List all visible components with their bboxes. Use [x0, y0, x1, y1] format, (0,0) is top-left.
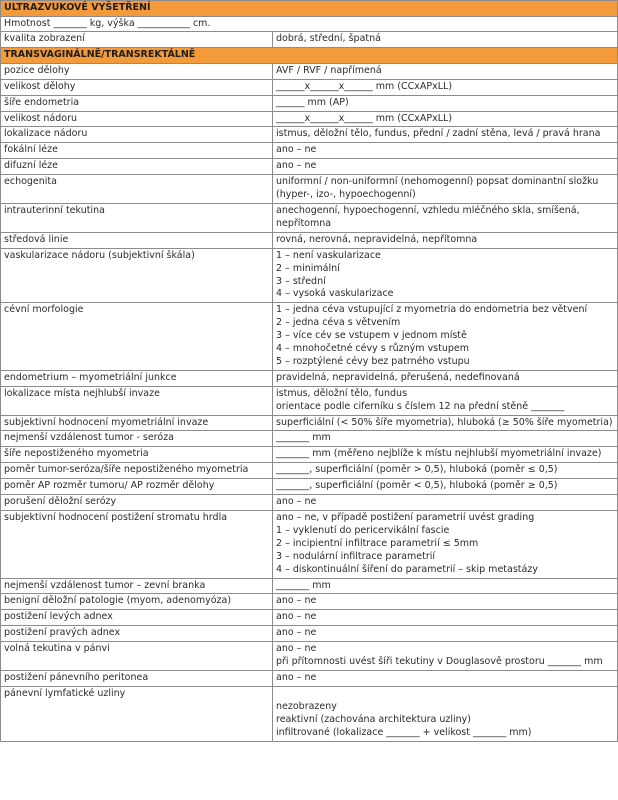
row-label: šíře endometria — [1, 95, 273, 111]
row-value — [273, 511, 618, 579]
row-value — [273, 463, 618, 479]
row-value — [273, 386, 618, 415]
value-line: (hyper-, izo-, hypoechogenní) — [276, 189, 416, 201]
form-row — [1, 203, 618, 232]
value-line: istmus, děložní tělo, fundus — [276, 387, 408, 399]
row-value — [273, 594, 618, 610]
form-row — [1, 642, 618, 671]
row-label: intrauterinní tekutina — [1, 203, 273, 232]
row-label: postižení levých adnex — [1, 610, 273, 626]
row-value — [273, 159, 618, 175]
value-line: ______x______x______ mm (CCxAPxLL) — [276, 112, 453, 124]
value-line: _______ mm — [276, 579, 331, 591]
value-line: ano – ne, v případě postižení parametrií uvést grading — [276, 512, 535, 523]
weight-height-text: Hmotnost _______ kg, výška ___________ cm. — [1, 16, 618, 32]
form-row — [1, 594, 618, 610]
row-label: difuzní léze — [1, 159, 273, 175]
value-line: pravidelná, nepravidelná, přerušená, nedefinovaná — [276, 371, 520, 383]
row-label: pozice dělohy — [1, 63, 273, 79]
value-line: 3 – nodulární infiltrace parametrií — [276, 550, 436, 562]
row-value — [273, 670, 618, 686]
form-row — [1, 95, 618, 111]
value-line: ano – ne — [276, 671, 317, 683]
row-label: postižení pánevního peritonea — [1, 670, 273, 686]
form-row — [1, 610, 618, 626]
row-label: fokální léze — [1, 143, 273, 159]
row-label: vaskularizace nádoru (subjektivní škála) — [1, 248, 273, 303]
row-value — [273, 479, 618, 495]
form-row — [1, 670, 618, 686]
form-row — [1, 447, 618, 463]
form-row — [1, 463, 618, 479]
row-value — [273, 127, 618, 143]
row-value — [273, 63, 618, 79]
value-line: 4 – diskontinuální šíření do parametrií – skip metastázy — [276, 563, 538, 575]
row-label: nejmenší vzdálenost tumor – zevní branka — [1, 578, 273, 594]
row-value — [273, 447, 618, 463]
form-row — [1, 370, 618, 386]
form-row — [1, 127, 618, 143]
row-value — [273, 95, 618, 111]
row-value — [273, 232, 618, 248]
value-line: 2 – minimální — [276, 262, 340, 274]
measurements-row — [1, 16, 618, 32]
value-line: infiltrované (lokalizace _______ + velikost _______ mm) — [276, 726, 532, 738]
row-value — [273, 203, 618, 232]
value-line: uniformní / non-uniformní (nehomogenní) popsat dominantní složku — [276, 176, 599, 188]
row-value — [273, 642, 618, 671]
row-label: volná tekutina v pánvi — [1, 642, 273, 671]
form-row — [1, 626, 618, 642]
form-row — [1, 63, 618, 79]
row-value — [273, 578, 618, 594]
value-line: 2 – incipientní infiltrace parametrií ≤ 5mm — [276, 537, 479, 549]
value-line: ano – ne — [276, 611, 317, 623]
value-line: 2 – jedna céva s větvením — [276, 317, 401, 329]
row-label: subjektivní hodnocení postižení stromatu hrdla — [1, 511, 273, 579]
form-row — [1, 479, 618, 495]
value-line: 3 – více cév se vstupem v jednom místě — [276, 330, 467, 342]
value-line: 1 – jedna céva vstupující z myometria do endometria bez větvení — [276, 304, 588, 316]
value-line: nezobrazeny — [276, 700, 337, 712]
form-row — [1, 143, 618, 159]
value-line: 4 – mnohočetné cévy s různým vstupem — [276, 343, 470, 355]
value-line: _______, superficiální (poměr > 0,5), hluboká (poměr ≤ 0,5) — [276, 464, 558, 476]
value-line: istmus, děložní tělo, fundus, přední / zadní stěna, levá / pravá hrana — [276, 128, 601, 140]
row-label: postižení pravých adnex — [1, 626, 273, 642]
row-value — [273, 79, 618, 95]
value-line: superficiální (< 50% šíře myometria), hluboká (≥ 50% šíře myometria) — [276, 416, 613, 428]
value-line: 1 – vyklenutí do pericervikální fascie — [276, 524, 450, 536]
form-row — [1, 578, 618, 594]
value-line — [276, 688, 614, 701]
row-value — [273, 248, 618, 303]
row-label: poměr tumor-seróza/šíře nepostiženého myometria — [1, 463, 273, 479]
row-label: kvalita zobrazení — [1, 32, 273, 48]
value-line: ano – ne — [276, 643, 317, 655]
row-label: benigní děložní patologie (myom, adenomyóza) — [1, 594, 273, 610]
form-row — [1, 686, 618, 741]
form-row — [1, 159, 618, 175]
row-label: lokalizace nádoru — [1, 127, 273, 143]
row-value — [273, 143, 618, 159]
row-label: poměr AP rozměr tumoru/ AP rozměr dělohy — [1, 479, 273, 495]
row-label: cévní morfologie — [1, 303, 273, 371]
value-line: _______, superficiální (poměr < 0,5), hluboká (poměr ≥ 0,5) — [276, 480, 558, 492]
row-label: velikost dělohy — [1, 79, 273, 95]
value-line: 3 – střední — [276, 275, 326, 287]
row-label: echogenita — [1, 175, 273, 204]
row-label: endometrium – myometriální junkce — [1, 370, 273, 386]
form-row — [1, 79, 618, 95]
section-header-ultrasound — [1, 1, 618, 17]
form-row — [1, 248, 618, 303]
row-label: nejmenší vzdálenost tumor - seróza — [1, 431, 273, 447]
row-label: středová linie — [1, 232, 273, 248]
row-value — [273, 686, 618, 741]
row-label: porušení děložní serózy — [1, 495, 273, 511]
value-line: ______x______x______ mm (CCxAPxLL) — [276, 80, 453, 92]
value-line: ano – ne — [276, 595, 317, 607]
value-line: rovná, nerovná, nepravidelná, nepřítomna — [276, 233, 478, 245]
value-line: ano – ne — [276, 160, 317, 172]
row-value — [273, 431, 618, 447]
value-line: ano – ne — [276, 144, 317, 156]
row-value — [273, 610, 618, 626]
value-line: 1 – není vaskularizace — [276, 249, 381, 261]
section-title: TRANSVAGINÁLNĚ/TRANSREKTÁLNĚ — [1, 48, 618, 64]
row-value — [273, 415, 618, 431]
form-row — [1, 232, 618, 248]
section-title: ULTRAZVUKOVÉ VYŠETŘENÍ — [1, 1, 618, 17]
form-row — [1, 386, 618, 415]
value-line: 4 – vysoká vaskularizace — [276, 288, 394, 300]
form-row — [1, 431, 618, 447]
value-line: _______ mm (měřeno nejblíže k místu nejhlubší myometriální invaze) — [276, 448, 602, 460]
row-label: subjektivní hodnocení myometriální invaze — [1, 415, 273, 431]
form-row — [1, 303, 618, 371]
section-header-transvaginal — [1, 48, 618, 64]
row-value — [273, 626, 618, 642]
value-line: ______ mm (AP) — [276, 96, 349, 108]
value-line: anechogenní, hypoechogenní, vzhledu mléčného skla, smíšená, — [276, 204, 580, 216]
value-line: 5 – rozptýlené cévy bez patrného vstupu — [276, 355, 470, 367]
value-line: orientace podle ciferníku s číslem 12 na přední stěně _______ — [276, 400, 565, 412]
row-value — [273, 370, 618, 386]
form-row — [1, 111, 618, 127]
row-value — [273, 175, 618, 204]
form-row — [1, 175, 618, 204]
row-label: velikost nádoru — [1, 111, 273, 127]
image-quality-row — [1, 32, 618, 48]
row-value: dobrá, střední, špatná — [273, 32, 618, 48]
form-row — [1, 415, 618, 431]
value-line: _______ mm — [276, 432, 331, 444]
value-line: nepřítomna — [276, 217, 332, 229]
row-label: lokalizace místa nejhlubší invaze — [1, 386, 273, 415]
row-value — [273, 111, 618, 127]
value-line: při přítomnosti uvést šíři tekutiny v Douglasově prostoru _______ mm — [276, 656, 603, 668]
row-label: šíře nepostiženého myometria — [1, 447, 273, 463]
form-row — [1, 495, 618, 511]
value-line: reaktivní (zachována architektura uzliny) — [276, 713, 472, 725]
form-row — [1, 511, 618, 579]
value-line: ano – ne — [276, 627, 317, 639]
value-line: AVF / RVF / napřímená — [276, 64, 382, 76]
row-label: pánevní lymfatické uzliny — [1, 686, 273, 741]
row-value — [273, 495, 618, 511]
value-line: ano – ne — [276, 496, 317, 508]
row-value — [273, 303, 618, 371]
